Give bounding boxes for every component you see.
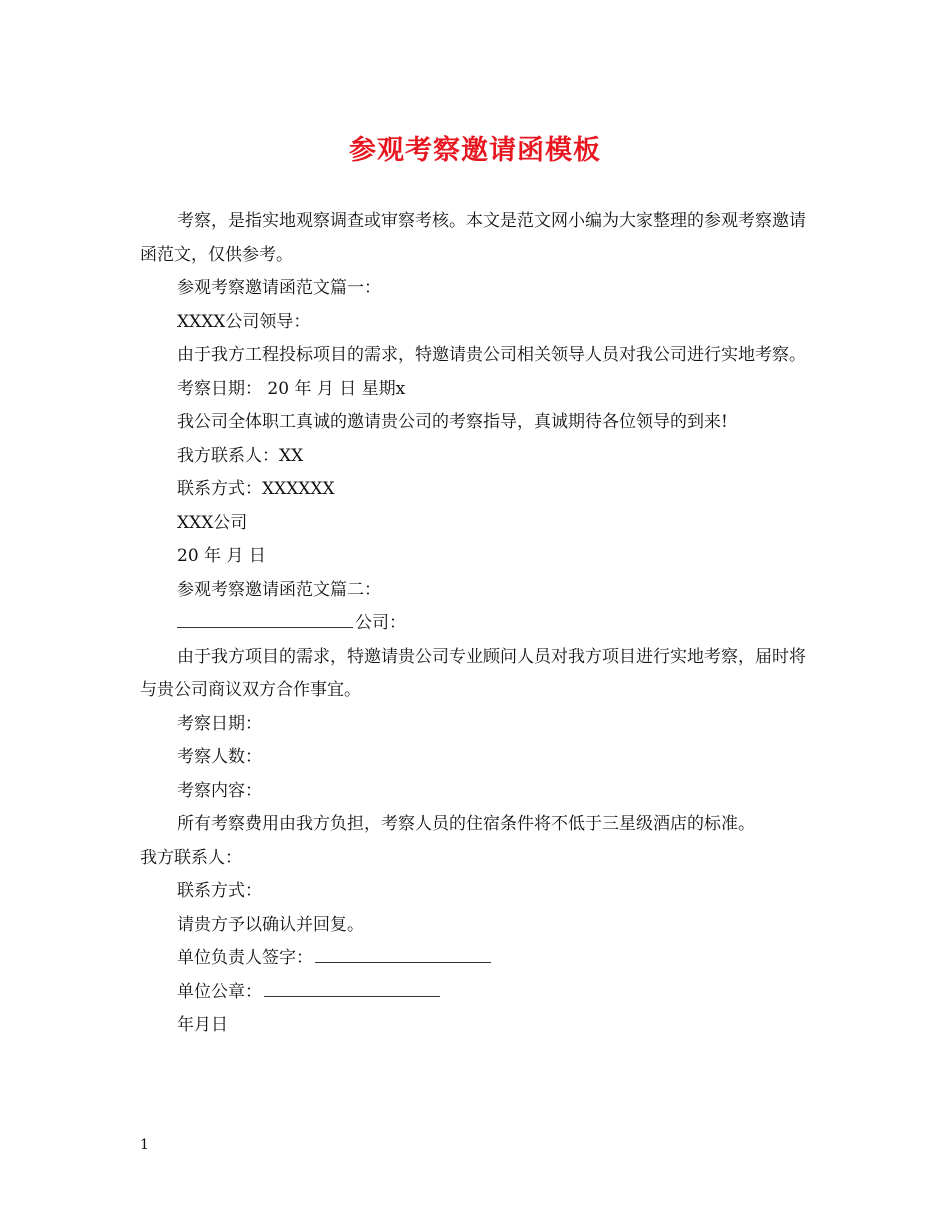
intro-paragraph: 考察，是指实地观察调查或审察考核。本文是范文网小编为大家整理的参观考察邀请函范文，仅供参考。 — [140, 211, 806, 265]
company-signature-1: XXX公司 — [177, 512, 248, 533]
inspection-date-2: 考察日期： — [177, 713, 262, 734]
invitation-paragraph-1: 由于我方工程投标项目的需求，特邀请贵公司相关领导人员对我公司进行实地考察。 — [177, 345, 806, 365]
section-heading-1: 参观考察邀请函范文篇一： — [177, 278, 381, 298]
document-title: 参观考察邀请函模板 — [349, 135, 601, 166]
signature-label: 单位负责人签字： — [177, 948, 313, 968]
section-heading-2: 参观考察邀请函范文篇二： — [177, 579, 381, 600]
inspection-content: 考察内容： — [177, 780, 262, 801]
contact-method-1: 联系方式：XXXXXX — [177, 479, 335, 499]
date-line-1: 20 年 月 日 — [177, 546, 266, 566]
expenses-paragraph: 所有考察费用由我方负担，考察人员的住宿条件将不低于三星级酒店的标准。 — [177, 814, 755, 834]
page-number: 1 — [140, 1137, 149, 1153]
salutation-2-suffix: 公司： — [355, 613, 406, 633]
contact-person-1: 我方联系人：XX — [177, 445, 304, 466]
salutation-1: XXXX公司领导： — [177, 311, 311, 332]
date-line-2: 年月日 — [177, 1015, 228, 1035]
official-seal — [140, 976, 812, 1010]
responsible-person-signature — [140, 942, 812, 976]
signature-blank — [315, 942, 491, 963]
contact-person-2: 我方联系人： — [140, 847, 242, 868]
sincere-invitation-paragraph: 我公司全体职工真诚的邀请贵公司的考察指导，真诚期待各位领导的到来! — [177, 412, 728, 432]
seal-blank — [264, 976, 440, 997]
company-name-blank — [177, 607, 353, 628]
document-body — [140, 205, 812, 1043]
contact-method-2: 联系方式： — [177, 881, 262, 901]
salutation-2 — [140, 607, 812, 641]
inspection-headcount: 考察人数： — [177, 747, 262, 767]
confirm-reply-request: 请贵方予以确认并回复。 — [177, 914, 364, 935]
seal-label: 单位公章： — [177, 981, 262, 1002]
invitation-paragraph-2: 由于我方项目的需求，特邀请贵公司专业顾问人员对我方项目进行实地考察，届时将与贵公司商议双方合作事宜。 — [140, 646, 806, 700]
inspection-date-1: 考察日期： 20 年 月 日 星期x — [177, 378, 406, 399]
